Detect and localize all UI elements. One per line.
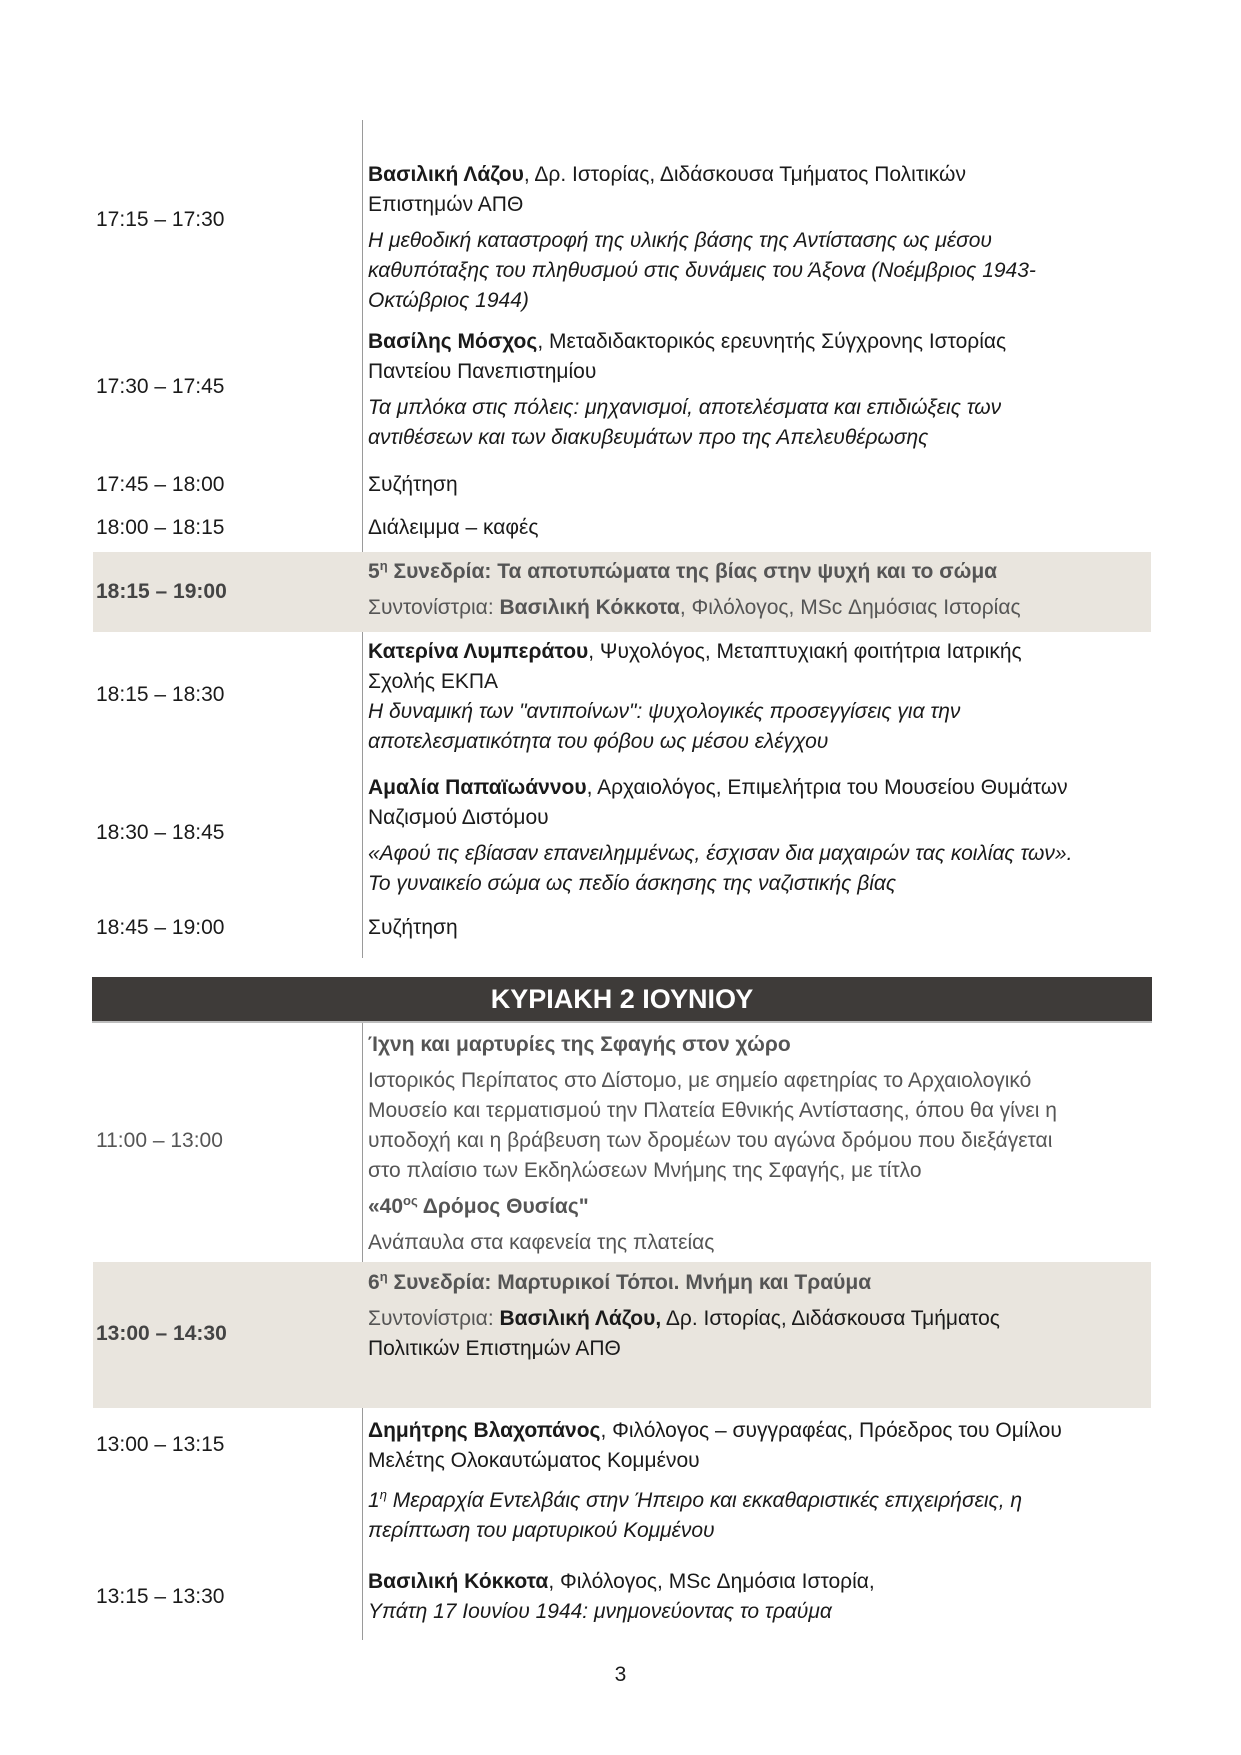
- talk-title-line: Τα μπλόκα στις πόλεις: μηχανισμοί, αποτελέσματα και επιδιώξεις των: [368, 396, 1002, 419]
- talk-title-line: αποτελεσματικότητα του φόβου ως μέσου ελέγχου: [368, 730, 829, 753]
- speaker-affiliation: , Φιλόλογος – συγγραφέας, Πρόεδρος του Ομίλου: [600, 1419, 1062, 1442]
- program-row: [93, 1416, 1151, 1566]
- day-header: ΚΥΡΙΑΚΗ 2 ΙΟΥΝΙΟΥ: [92, 977, 1152, 1023]
- row-description: Συζήτηση: [368, 916, 458, 939]
- session-title: $5^\eta$ Συνεδρία: Τα αποτυπώματα της βίας στην ψυχή και το σώμα: [368, 558, 998, 583]
- row-description: [368, 637, 1148, 757]
- row-description: [368, 1416, 1148, 1546]
- program-row: [93, 160, 1151, 320]
- speaker-affiliation-cont: Ναζισμού Διστόμου: [368, 806, 549, 829]
- session-header: [93, 552, 1151, 632]
- row-description: [368, 1567, 1148, 1627]
- row-description: [368, 1030, 1148, 1258]
- program-row: [93, 913, 1151, 945]
- race-title: «$40^{o\varsigma}$ Δρόμος Θυσίας": [368, 1193, 589, 1218]
- speaker-affiliation-cont: Σχολής ΕΚΠΑ: [368, 670, 499, 693]
- speaker-name: Βασιλική Λάζου: [368, 163, 524, 186]
- session-chair: Συντονίστρια: Βασιλική Κόκκοτα, Φιλόλογος, MSc Δημόσιας Ιστορίας: [368, 596, 1021, 619]
- row-time: 13:00 – 13:15: [96, 1433, 225, 1456]
- row-time: 13:15 – 13:30: [96, 1585, 225, 1608]
- speaker-affiliation-cont: Παντείου Πανεπιστημίου: [368, 360, 597, 383]
- session-time: 13:00 – 14:30: [96, 1322, 227, 1345]
- row-time: 18:30 – 18:45: [96, 821, 225, 844]
- speaker-name: Δημήτρης Βλαχοπάνος: [368, 1419, 601, 1442]
- talk-title-line: Υπάτη 17 Ιουνίου 1944: μνημονεύοντας το τραύμα: [368, 1600, 832, 1623]
- program-row: [93, 637, 1151, 762]
- session-header: [93, 1262, 1151, 1408]
- program-row: [93, 327, 1151, 457]
- talk-title-line: $1^\eta$ Μεραρχία Εντελβάις στην Ήπειρο και εκκαθαριστικές επιχειρήσεις, η: [368, 1487, 1023, 1512]
- talk-title-line: Το γυναικείο σώμα ως πεδίο άσκησης της ναζιστικής βίας: [368, 872, 897, 895]
- walk-description-line: Ιστορικός Περίπατος στο Δίστομο, με σημείο αφετηρίας το Αρχαιολογικό: [368, 1069, 1032, 1092]
- session-description: [368, 557, 1148, 623]
- row-time: 17:30 – 17:45: [96, 375, 225, 398]
- row-time: 17:15 – 17:30: [96, 208, 225, 231]
- walk-title: Ίχνη και μαρτυρίες της Σφαγής στον χώρο: [368, 1033, 791, 1056]
- row-description: Διάλειμμα – καφές: [368, 516, 539, 539]
- session-chair-cont: Πολιτικών Επιστημών ΑΠΘ: [368, 1337, 621, 1360]
- row-time: 18:15 – 18:30: [96, 683, 225, 706]
- talk-title-line: Η δυναμική των "αντιποίνων": ψυχολογικές προσεγγίσεις για την: [368, 700, 961, 723]
- talk-title-line: Η μεθοδική καταστροφή της υλικής βάσης της Αντίστασης ως μέσου: [368, 229, 992, 252]
- speaker-affiliation: , Φιλόλογος, MSc Δημόσια Ιστορία,: [548, 1570, 875, 1593]
- row-description: [368, 773, 1148, 899]
- walk-description-line: Μουσείο και τερματισμού την Πλατεία Εθνικής Αντίστασης, όπου θα γίνει η: [368, 1099, 1057, 1122]
- speaker-affiliation: , Δρ. Ιστορίας, Διδάσκουσα Τμήματος Πολιτικών: [523, 163, 966, 186]
- speaker-affiliation: , Αρχαιολόγος, Επιμελήτρια του Μουσείου Θυμάτων: [586, 776, 1068, 799]
- rest-note: Ανάπαυλα στα καφενεία της πλατείας: [368, 1231, 715, 1254]
- row-time: 18:45 – 19:00: [96, 916, 225, 939]
- session-description: [368, 1268, 1148, 1364]
- talk-title-line: καθυπόταξης του πληθυσμού στις δυνάμεις του Άξονα (Νοέμβριος 1943-: [368, 259, 1036, 282]
- program-row: [93, 1030, 1151, 1260]
- row-description: [368, 160, 1148, 316]
- talk-title-line: αντιθέσεων και των διακυβευμάτων προ της Απελευθέρωσης: [368, 426, 929, 449]
- row-time: 11:00 – 13:00: [96, 1129, 223, 1152]
- walk-description-line: στο πλαίσιο των Εκδηλώσεων Μνήμης της Σφαγής, με τίτλο: [368, 1159, 922, 1182]
- speaker-name: Βασίλης Μόσχος: [368, 330, 538, 353]
- program-row: [93, 1567, 1151, 1633]
- row-time: 17:45 – 18:00: [96, 473, 225, 496]
- speaker-affiliation: , Μεταδιδακτορικός ερευνητής Σύγχρονης Ιστορίας: [537, 330, 1007, 353]
- speaker-affiliation-cont: Επιστημών ΑΠΘ: [368, 193, 524, 216]
- session-time: 18:15 – 19:00: [96, 580, 227, 603]
- talk-title-line: Οκτώβριος 1944): [368, 289, 529, 312]
- speaker-name: Αμαλία Παπαϊωάννου: [368, 776, 587, 799]
- speaker-name: Βασιλική Κόκκοτα: [368, 1570, 549, 1593]
- talk-title-line: περίπτωση του μαρτυρικού Κομμένου: [368, 1519, 715, 1542]
- talk-title-line: «Αφού τις εβίασαν επανειλημμένως, έσχισαν δια μαχαιρών τας κοιλίας των».: [368, 842, 1073, 865]
- session-chair: Συντονίστρια: Βασιλική Λάζου, Δρ. Ιστορίας, Διδάσκουσα Τμήματος: [368, 1307, 1000, 1330]
- speaker-name: Κατερίνα Λυμπεράτου: [368, 640, 589, 663]
- walk-description-line: υποδοχή και η βράβευση των δρομέων του αγώνα δρόμου που διεξάγεται: [368, 1129, 1053, 1152]
- program-row: [93, 470, 1151, 502]
- speaker-affiliation: , Ψυχολόγος, Μεταπτυχιακή φοιτήτρια Ιατρικής: [588, 640, 1022, 663]
- program-row: [93, 513, 1151, 545]
- session-title: $6^\eta$ Συνεδρία: Μαρτυρικοί Τόποι. Μνήμη και Τραύμα: [368, 1269, 872, 1294]
- row-description: Συζήτηση: [368, 473, 458, 496]
- row-time: 18:00 – 18:15: [96, 516, 225, 539]
- program-row: [93, 773, 1151, 903]
- row-description: [368, 327, 1148, 453]
- speaker-affiliation-cont: Μελέτης Ολοκαυτώματος Κομμένου: [368, 1449, 700, 1472]
- page-number: 3: [614, 1663, 627, 1686]
- chair-name: Βασιλική Κόκκοτα: [499, 596, 680, 619]
- chair-name: Βασιλική Λάζου,: [499, 1307, 662, 1330]
